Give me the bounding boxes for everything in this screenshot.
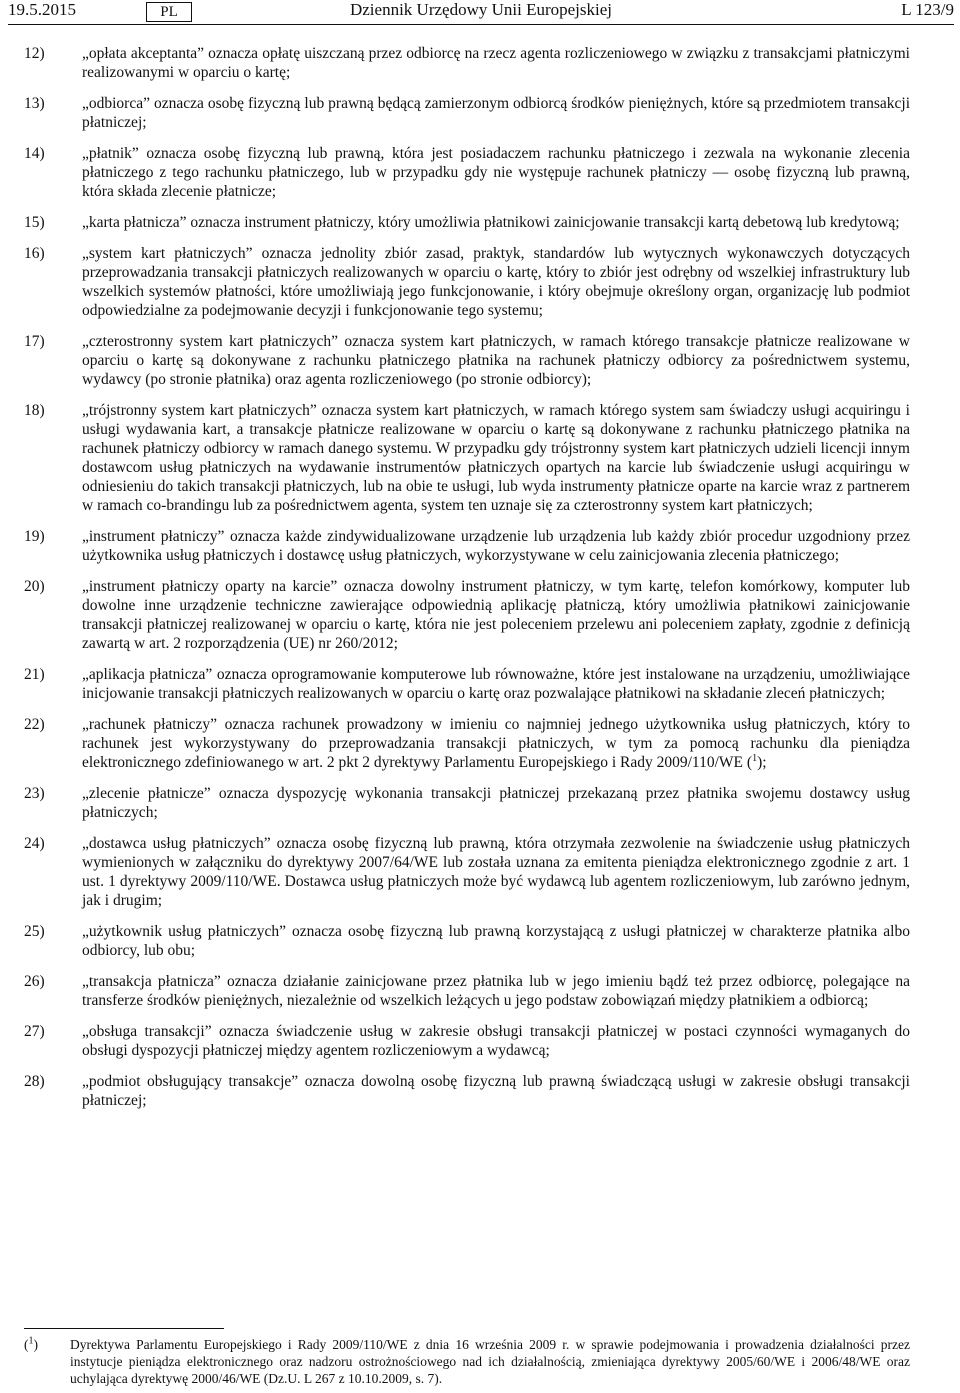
- definition-number: 24): [24, 835, 45, 852]
- definition-item: [24, 784, 910, 822]
- definition-number: 15): [24, 214, 45, 231]
- footnote-text: Dyrektywa Parlamentu Europejskiego i Rady 2009/110/WE z dnia 16 września 2009 r. w sprawie podejmowania i prowadzenia działalności przez instytucje pieniądza elektronicznego oraz nadzoru ostrożnościowego nad ich działalnością, zmieniająca dyrektywy 2005/60/WE i 2006/48/WE oraz uchylająca dyrektywę 2000/46/WE (Dz.U. L 267 z 10.10.2009, s. 7).: [70, 1337, 910, 1386]
- definition-number: 12): [24, 45, 45, 62]
- definition-body: „odbiorca” oznacza osobę fizyczną lub prawną będącą zamierzonym odbiorcą środków pieniężnych, które są przedmiotem transakcji płatniczej;: [82, 95, 910, 131]
- definition-text: [82, 527, 910, 565]
- language-badge: PL: [146, 2, 192, 22]
- definition-item: [24, 332, 910, 389]
- definition-text: [82, 401, 910, 515]
- definition-item: [24, 972, 910, 1010]
- definition-body: „instrument płatniczy” oznacza każde zindywidualizowane urządzenie lub urządzenia lub każdy zbiór procedur uzgodniony przez użytkownika usług płatniczych i dostawcę usług płatniczych, wykorzystywane w celu zainicjowania zlecenia płatniczego;: [82, 528, 910, 564]
- definition-body: „karta płatnicza” oznacza instrument płatniczy, który umożliwia płatnikowi zainicjowanie transakcji kartą debetową lub kredytową;: [82, 214, 900, 231]
- footnote-mark-number: 1: [28, 1335, 34, 1347]
- definition-body: „trójstronny system kart płatniczych” oznacza system kart płatniczych, w ramach którego system sam świadczy usługi acquiringu i usługi wydawania kart, a transakcje płatnicze realizowane w oparciu o kartę są dokonywane z rachunku płatniczego płatnika na rachunek płatniczy odbiorcy w ramach danego systemu. W przypadku gdy trójstronny system kart płatniczych udzieli licencji innym dostawcom usług płatniczych na wydawanie instrumentów płatniczych opartych na karcie lub świadczenie usługi acquiringu w odniesieniu do takich transakcji płatniczych, lub na obie te usługi, lub wyda instrumenty płatnicze oparte na karcie wraz z partnerem w ramach co-brandingu lub za pośrednictwem agenta, system ten uznaje się za czterostronny system kart płatniczych;: [82, 402, 910, 514]
- definition-text: [82, 784, 910, 822]
- definition-number: 17): [24, 333, 45, 350]
- definition-item: [24, 1072, 910, 1110]
- header-rule: [8, 24, 954, 25]
- definition-number: 18): [24, 402, 45, 419]
- definition-number: 28): [24, 1073, 45, 1090]
- definition-body: „opłata akceptanta” oznacza opłatę uiszczaną przez odbiorcę na rzecz agenta rozliczeniowego w związku z transakcjami płatniczymi realizowanymi w oparciu o kartę;: [82, 45, 910, 81]
- definition-number: 20): [24, 578, 45, 595]
- definition-text: [82, 332, 910, 389]
- definition-item: [24, 665, 910, 703]
- definition-number: 25): [24, 923, 45, 940]
- definition-body: „aplikacja płatnicza” oznacza oprogramowanie komputerowe lub równoważne, które jest instalowane na urządzeniu, umożliwiające inicjowanie transakcji płatniczych realizowanych w oparciu o kartę oraz pozwalające płatnikowi na składanie zleceń płatniczych;: [82, 666, 910, 702]
- definition-body: „rachunek płatniczy” oznacza rachunek prowadzony w imieniu co najmniej jednego użytkownika usług płatniczych, który to rachunek jest wykorzystywany do przeprowadzania transakcji płatniczych, w tym za pomocą rachunku dla pieniądza elektronicznego zdefiniowanego w art. 2 pkt 2 dyrektywy Parlamentu Europejskiego i Rady 2009/110/WE: [82, 716, 910, 771]
- definition-text: [82, 665, 910, 703]
- definition-item: [24, 834, 910, 910]
- definition-text: [82, 972, 910, 1010]
- definition-item: [24, 577, 910, 653]
- definition-number: 13): [24, 95, 45, 112]
- footnote-mark: ($^1$): [24, 1335, 38, 1352]
- definition-text: [82, 244, 910, 320]
- definition-body: „instrument płatniczy oparty na karcie” oznacza dowolny instrument płatniczy, w tym kartę, telefon komórkowy, komputer lub dowolne inne urządzenie techniczne zawierające odpowiednią aplikację płatniczą, który umożliwia płatnikowi zainicjowanie transakcji płatniczej realizowanej w oparciu o kartę, która nie jest poleceniem przelewu ani poleceniem zapłaty, zgodnie z definicją zawartą w art. 2 rozporządzenia (UE) nr 260/2012;: [82, 578, 910, 652]
- definition-text: [82, 577, 910, 653]
- definition-text: [82, 922, 910, 960]
- definition-item: [24, 213, 910, 232]
- definition-item: [24, 1022, 910, 1060]
- definition-item: [24, 401, 910, 515]
- footnote-reference: 1: [752, 752, 758, 764]
- definition-text: [82, 1072, 910, 1110]
- definition-number: 26): [24, 973, 45, 990]
- definition-body: „podmiot obsługujący transakcje” oznacza dowolną osobę fizyczną lub prawną świadczącą usługi w zakresie obsługi transakcji płatniczej;: [82, 1073, 910, 1109]
- definition-item: [24, 244, 910, 320]
- definition-text: [82, 144, 910, 201]
- definition-text: [82, 1022, 910, 1060]
- definition-body: „płatnik” oznacza osobę fizyczną lub prawną, która jest posiadaczem rachunku płatniczego i zezwala na wykonanie zlecenia płatniczego z tego rachunku płatniczego, lub w przypadku gdy nie występuje rachunek płatniczy — osobę fizyczną lub prawną, która składa zlecenie płatnicze;: [82, 145, 910, 200]
- definition-item: [24, 715, 910, 772]
- definition-number: 14): [24, 145, 45, 162]
- footnote: [24, 1336, 910, 1387]
- definition-number: 21): [24, 666, 45, 683]
- definition-item: [24, 922, 910, 960]
- definition-body: „użytkownik usług płatniczych” oznacza osobę fizyczną lub prawną korzystającą z usługi płatniczej w charakterze płatnika albo odbiorcy, lub obu;: [82, 923, 910, 959]
- definition-body: „zlecenie płatnicze” oznacza dyspozycję wykonania transakcji płatniczej przekazaną przez płatnika swojemu dostawcy usług płatniczych;: [82, 785, 910, 821]
- definition-item: [24, 44, 910, 82]
- definition-number: 23): [24, 785, 45, 802]
- publication-date: 19.5.2015: [8, 0, 76, 19]
- definition-body: „czterostronny system kart płatniczych” oznacza system kart płatniczych, w ramach którego transakcje płatnicze realizowane w oparciu o kartę są dokonywane z rachunku płatniczego płatnika na rachunek płatniczy odbiorcy za pośrednictwem systemu, wydawcy (po stronie płatnika) oraz agenta rozliczeniowego (po stronie odbiorcy);: [82, 333, 910, 388]
- definition-text: [82, 44, 910, 82]
- definition-body: „dostawca usług płatniczych” oznacza osobę fizyczną lub prawną, która otrzymała zezwolenie na świadczenie usług płatniczych wymienionych w załączniku do dyrektywy 2007/64/WE lub została uznana za emitenta pieniądza elektronicznego zgodnie z art. 1 ust. 1 dyrektywy 2009/110/WE. Dostawca usług płatniczych może być wydawcą lub agentem rozliczeniowym, lub zarówno jednym, jak i drugim;: [82, 835, 910, 909]
- definition-item: [24, 527, 910, 565]
- definitions-list: [24, 44, 910, 1122]
- definition-body: „system kart płatniczych” oznacza jednolity zbiór zasad, praktyk, standardów lub wytycznych wykonawczych dotyczących przeprowadzania transakcji płatniczych realizowanych w oparciu o kartę, który to zbiór jest odrębny od wszelkiej infrastruktury lub wszelkich systemów płatności, które umożliwiają jego funkcjonowanie, i który obejmuje określony organ, organizację lub podmiot odpowiedzialne za podejmowanie decyzji i funkcjonowanie tego systemu;: [82, 245, 910, 319]
- definition-text: [82, 834, 910, 910]
- definition-body: „transakcja płatnicza” oznacza działanie zainicjowane przez płatnika lub w jego imieniu bądź też przez odbiorcę, polegające na transferze środków pieniężnych, niezależnie od wszelkich leżących u jego podstaw zobowiązań między płatnikiem a odbiorcą;: [82, 973, 910, 1009]
- definition-text: [82, 94, 910, 132]
- definition-number: 16): [24, 245, 45, 262]
- definition-text: [82, 213, 910, 232]
- definition-tail: ;: [762, 754, 767, 771]
- definition-text: „rachunek płatniczy” oznacza rachunek prowadzony w imieniu co najmniej jednego użytkownika usług płatniczych, który to rachunek jest wykorzystywany do przeprowadzania transakcji płatniczych, w tym za pomocą rachunku dla pieniądza elektronicznego zdefiniowanego w art. 2 pkt 2 dyrektywy Parlamentu Europejskiego i Rady 2009/110/WE ($^1$);: [82, 716, 910, 771]
- definition-number: 22): [24, 716, 45, 733]
- page-number: L 123/9: [901, 0, 954, 19]
- definition-number: 27): [24, 1023, 45, 1040]
- journal-title: Dziennik Urzędowy Unii Europejskiej: [349, 0, 612, 19]
- definition-item: [24, 144, 910, 201]
- definition-number: 19): [24, 528, 45, 545]
- footnote-rule: [24, 1328, 224, 1329]
- definition-item: [24, 94, 910, 132]
- definition-body: „obsługa transakcji” oznacza świadczenie usług w zakresie obsługi transakcji płatniczej w postaci czynności wymaganych do obsługi dyspozycji płatniczej między agentem rozliczeniowym a wydawcą;: [82, 1023, 910, 1059]
